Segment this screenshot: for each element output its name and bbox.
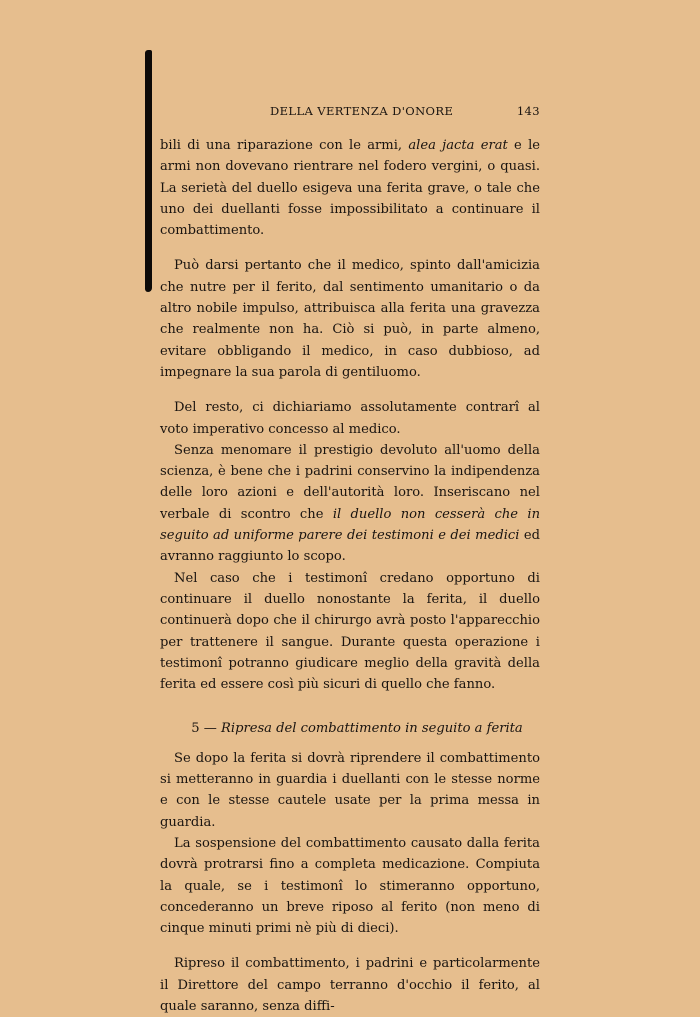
running-head — [160, 104, 540, 120]
paragraph: Può darsi pertanto che il medico, spinto dall'amicizia che nutre per il ferito, dal sentimento umanitario o da altro nobile impulso, attribuisca alla ferita una gravezza che realmente non ha. Ciò si può, in parte almeno, evitare obbligando il medico, in caso dubbioso, ad impegnare la sua parola di gentiluomo. — [160, 258, 540, 380]
page-number: 143 — [516, 104, 540, 118]
paragraph: Nel caso che i testimonî credano opportuno di continuare il duello nonostante la ferita, il duello continuerà dopo che il chirurgo avrà posto l'apparecchio per trattenere il sangue. Durante questa operazione i testimonî potranno giudicare meglio della gravità della ferita ed essere così più sicuri di quello che fanno. — [160, 570, 540, 693]
section-title: Ripresa del combattimento in seguito a ferita — [221, 721, 523, 737]
text-run: ed avranno raggiunto lo scopo. — [160, 528, 540, 565]
latin-phrase: alea jacta erat — [408, 138, 508, 153]
page-body — [160, 135, 540, 1017]
italic-quote: il duello non cesserà che in seguito ad uniforme parere dei testimoni e dei medici — [160, 506, 540, 544]
section-number: 5 — — [191, 721, 222, 737]
paragraph: La sospensione del combattimento causato dalla ferita dovrà protrarsi fino a completa medicazione. Compiuta la quale, se i testimonî lo stimeranno opportuno, concederanno un breve riposo al ferito (non meno di cinque minuti primi nè più di dieci). — [160, 835, 540, 937]
paragraph: Ripreso il combattimento, i padrini e particolarmente il Direttore del campo terranno d'occhio il ferito, al quale saranno, senza diffi- — [160, 956, 540, 1014]
margin-marker-bar — [145, 50, 152, 292]
paragraph: Del resto, ci dichiariamo assolutamente contrarî al voto imperativo concesso al medico. — [160, 400, 540, 437]
text-run: Senza menomare il prestigio devoluto all'uomo della scienza, è bene che i padrini conservino la indipendenza delle loro azioni e dell'autorità loro. Inseriscano nel verbale di scontro che — [160, 442, 540, 522]
paragraph — [160, 440, 540, 568]
text-run: e le armi non dovevano rientrare nel fodero vergini, o quasi. La serietà del duello esigeva una ferita grave, o tale che uno dei duellanti fosse impossibilitato a continuare il combattimento. — [160, 138, 541, 239]
paragraph: Se dopo la ferita si dovrà riprendere il combattimento si metteranno in guardia i duellanti con le stesse norme e con le stesse cautele usate per la prima messa in guardia. — [160, 750, 540, 830]
paragraph-continued — [160, 135, 540, 241]
running-title: DELLA VERTENZA D'ONORE — [270, 104, 454, 118]
section-heading — [160, 715, 540, 747]
text-run: bili di una riparazione con le armi, — [160, 138, 409, 153]
